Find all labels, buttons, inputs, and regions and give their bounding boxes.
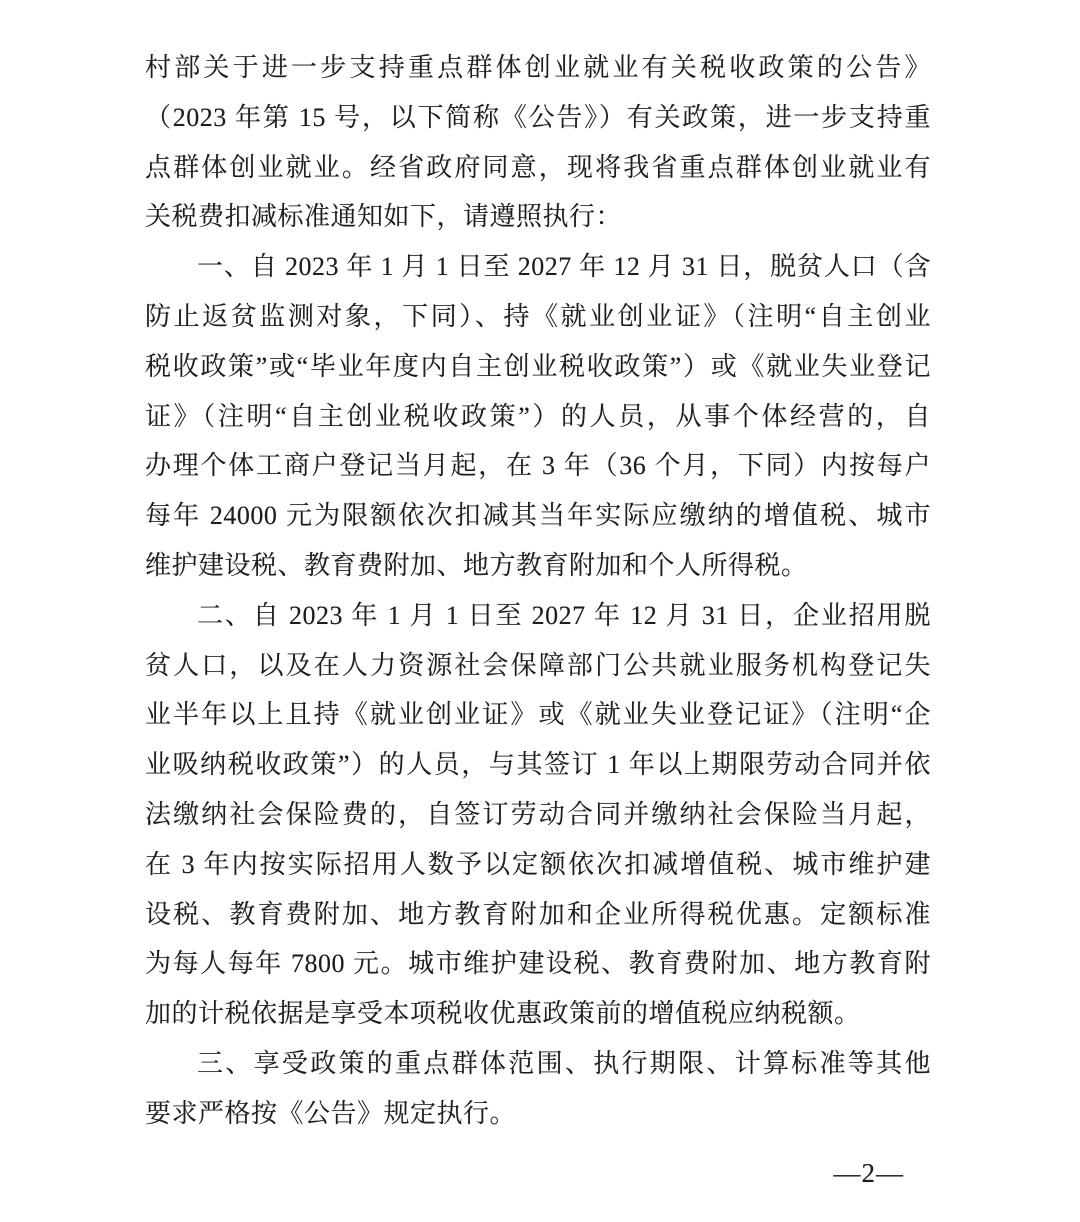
- text-line: 业吸纳税收政策”）的人员，与其签订 1 年以上期限劳动合同并依: [145, 750, 931, 780]
- text-line: 业半年以上且持《就业创业证》或《就业失业登记证》（注明“企: [145, 700, 931, 730]
- text-line: 点群体创业就业。经省政府同意，现将我省重点群体创业就业有: [145, 152, 931, 182]
- paragraph-item-3: [145, 1039, 931, 1139]
- document-body: [145, 43, 931, 1139]
- paragraph-item-1: [145, 242, 931, 591]
- text-line: 加的计税依据是享受本项税收优惠政策前的增值税应纳税额。: [145, 999, 861, 1029]
- text-line: 在 3 年内按实际招用人数予以定额依次扣减增值税、城市维护建: [145, 849, 931, 879]
- text-line: 关税费扣减标准通知如下，请遵照执行：: [145, 202, 623, 232]
- text-line: 一、自 2023 年 1 月 1 日至 2027 年 12 月 31 日，脱贫人口（含: [197, 252, 931, 282]
- paragraph-continuation: [145, 43, 931, 242]
- paragraph-item-2: [145, 591, 931, 1039]
- text-line: 设税、教育费附加、地方教育附加和企业所得税优惠。定额标准: [145, 899, 931, 929]
- text-line: 贫人口，以及在人力资源社会保障部门公共就业服务机构登记失: [145, 650, 931, 680]
- text-line: 防止返贫监测对象，下同）、持《就业创业证》（注明“自主创业: [145, 301, 931, 331]
- text-line: 法缴纳社会保险费的，自签订劳动合同并缴纳社会保险当月起，: [145, 799, 931, 829]
- text-line: 办理个体工商户登记当月起，在 3 年（36 个月，下同）内按每户: [145, 451, 931, 481]
- text-line: 税收政策”或“毕业年度内自主创业税收政策”）或《就业失业登记: [145, 351, 931, 381]
- text-line: 每年 24000 元为限额依次扣减其当年实际应缴纳的增值税、城市: [145, 501, 931, 531]
- text-line: 村部关于进一步支持重点群体创业就业有关税收政策的公告》: [145, 53, 931, 82]
- page-number: —2—: [833, 1158, 904, 1188]
- text-line: （2023 年第 15 号，以下简称《公告》）有关政策，进一步支持重: [145, 102, 931, 132]
- text-line: 三、享受政策的重点群体范围、执行期限、计算标准等其他: [197, 1048, 931, 1078]
- text-line: 要求严格按《公告》规定执行。: [145, 1098, 517, 1128]
- text-line: 证》（注明“自主创业税收政策”）的人员，从事个体经营的，自: [145, 401, 931, 431]
- text-line: 维护建设税、教育费附加、地方教育附加和个人所得税。: [145, 550, 808, 580]
- text-line: 为每人每年 7800 元。城市维护建设税、教育费附加、地方教育附: [145, 949, 931, 979]
- text-line: 二、自 2023 年 1 月 1 日至 2027 年 12 月 31 日，企业招用脱: [197, 600, 931, 630]
